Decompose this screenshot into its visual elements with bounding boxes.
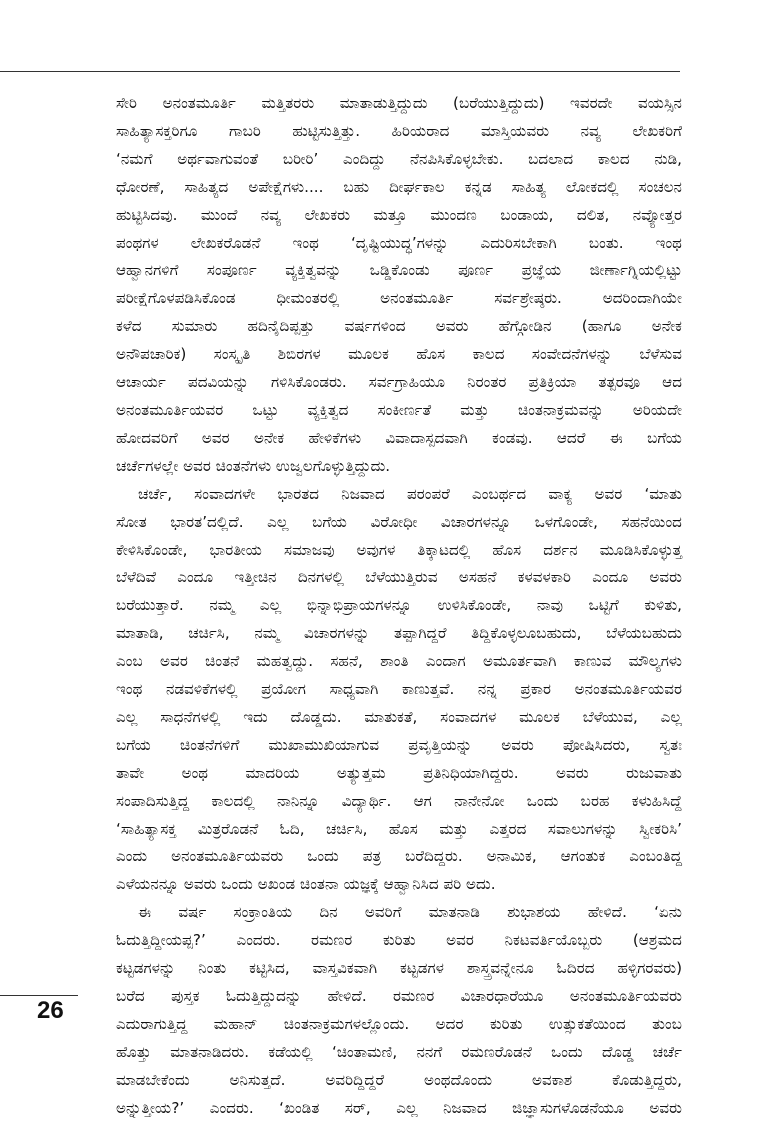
text-line: ತಾವೇ ಅಂಥ ಮಾದರಿಯ ಅತ್ಯುತ್ತಮ ಪ್ರತಿನಿಧಿಯಾಗಿದ್ದರು. ಅವರು ರುಜುವಾತು (116, 763, 682, 782)
text-line: ಬರೆಯುತ್ತಾರೆ. ನಮ್ಮ ಎಲ್ಲ ಭಿನ್ನಾಭಿಪ್ರಾಯಗಳನ್ನೂ ಉಳಿಸಿಕೊಂಡೇ, ನಾವು ಒಟ್ಟಿಗೆ ಕುಳಿತು, (116, 596, 682, 615)
text-line: ಚರ್ಚೆಗಳಲ್ಲೇ ಅವರ ಚಿಂತನೆಗಳು ಉಜ್ವಲಗೊಳ್ಳುತ್ತಿದ್ದುದು. (116, 456, 391, 475)
text-line: ಬಗೆಯ ಚಿಂತನೆಗಳಿಗೆ ಮುಖಾಮುಖಿಯಾಗುವ ಪ್ರವೃತ್ತಿಯನ್ನು ಅವರು ಪೋಷಿಸಿದರು, ಸ್ವತಃ (116, 735, 682, 754)
text-line: ಎಂದು ಅನಂತಮೂರ್ತಿಯವರು ಒಂದು ಪತ್ರ ಬರೆದಿದ್ದರು. ಅನಾಮಿಕ, ಆಗಂತುಕ ಎಂಬಂತಿದ್ದ (116, 847, 682, 866)
text-line: ಪರೀಕ್ಷೆಗೊಳಪಡಿಸಿಕೊಂಡ ಧೀಮಂತರಲ್ಲಿ ಅನಂತಮೂರ್ತಿ ಸರ್ವಶ್ರೇಷ್ಠರು. ಅದರಿಂದಾಗಿಯೇ (116, 289, 682, 308)
header-rule (0, 71, 680, 72)
text-line: ‘ನಮಗೆ ಅರ್ಥವಾಗುವಂತೆ ಬರೀರಿ’ ಎಂದಿದ್ದು ನೆನಪಿಸಿಕೊಳ್ಳಬೇಕು. ಬದಲಾದ ಕಾಲದ ನುಡಿ, (116, 149, 682, 168)
text-line: ಚರ್ಚೆ, ಸಂವಾದಗಳೇ ಭಾರತದ ನಿಜವಾದ ಪರಂಪರೆ ಎಂಬರ್ಥದ ವಾಕ್ಯ ಅವರ ‘ಮಾತು (138, 484, 682, 503)
text-line: ಎದುರಾಗುತ್ತಿದ್ದ ಮಹಾನ್ ಚಿಂತನಾಕ್ರಮಗಳಲ್ಲೊಂದು. ಅದರ ಕುರಿತು ಉತ್ಸುಕತೆಯಿಂದ ತುಂಬ (116, 1014, 682, 1033)
text-line: ಸಾಹಿತ್ಯಾಸಕ್ತರಿಗೂ ಗಾಬರಿ ಹುಟ್ಟಿಸುತ್ತಿತ್ತು. ಹಿರಿಯರಾದ ಮಾಸ್ತಿಯವರು ನವ್ಯ ಲೇಖಕರಿಗೆ (116, 121, 682, 140)
page-number: 26 (37, 997, 64, 1024)
text-line: ಧೋರಣೆ, ಸಾಹಿತ್ಯದ ಅಪೇಕ್ಷೆಗಳು.... ಬಹು ದೀರ್ಘಕಾಲ ಕನ್ನಡ ಸಾಹಿತ್ಯ ಲೋಕದಲ್ಲಿ ಸಂಚಲನ (116, 177, 682, 196)
text-line: ಎಂಬ ಅವರ ಚಿಂತನೆ ಮಹತ್ವದ್ದು. ಸಹನೆ, ಶಾಂತಿ ಎಂದಾಗ ಅಮೂರ್ತವಾಗಿ ಕಾಣುವ ಮೌಲ್ಯಗಳು (116, 652, 682, 671)
text-line: ಅನ್ನುತ್ತೀಯ?’ ಎಂದರು. ‘ಖಂಡಿತ ಸರ್, ಎಲ್ಲ ನಿಜವಾದ ಜಿಜ್ಞಾಸುಗಳೊಡನೆಯೂ ಅವರು (116, 1098, 682, 1117)
text-line: ಬರೆದ ಪುಸ್ತಕ ಓದುತ್ತಿದ್ದುದನ್ನು ಹೇಳಿದೆ. ರಮಣರ ವಿಚಾರಧಾರೆಯೂ ಅನಂತಮೂರ್ತಿಯವರು (116, 987, 682, 1005)
text-line: ಸೇರಿ ಅನಂತಮೂರ್ತಿ ಮತ್ತಿತರರು ಮಾತಾಡುತ್ತಿದ್ದುದು (ಬರೆಯುತ್ತಿದ್ದುದು) ಇವರದೇ ವಯಸ್ಸಿನ (116, 94, 682, 112)
text-line: ಆಹ್ವಾನಗಳಿಗೆ ಸಂಪೂರ್ಣ ವ್ಯಕ್ತಿತ್ವವನ್ನು ಒಡ್ಡಿಕೊಂಡು ಪೂರ್ಣ ಪ್ರಜ್ಞೆಯ ಜೀರ್ಣಾಗ್ನಿಯಲ್ಲಿಟ್ಟು (116, 261, 682, 280)
text-line: ಹೋದವರಿಗೆ ಅವರ ಅನೇಕ ಹೇಳಿಕೆಗಳು ವಿವಾದಾಸ್ಪದವಾಗಿ ಕಂಡವು. ಆದರೆ ಈ ಬಗೆಯ (116, 428, 682, 447)
text-line: ಹುಟ್ಟಿಸಿದವು. ಮುಂದೆ ನವ್ಯ ಲೇಖಕರು ಮತ್ತೂ ಮುಂದಣ ಬಂಡಾಯ, ದಲಿತ, ನವ್ಯೋತ್ತರ (116, 205, 682, 224)
text-line: ಕಳೆದ ಸುಮಾರು ಹದಿನೈದಿಪ್ಪತ್ತು ವರ್ಷಗಳಿಂದ ಅವರು ಹೆಗ್ಗೋಡಿನ (ಹಾಗೂ ಅನೇಕ (116, 317, 682, 336)
text-line: ಕೇಳಿಸಿಕೊಂಡೇ, ಭಾರತೀಯ ಸಮಾಜವು ಅವುಗಳ ತಿಕ್ಕಾಟದಲ್ಲಿ ಹೊಸ ದರ್ಶನ ಮೂಡಿಸಿಕೊಳ್ಳುತ್ತ (116, 540, 682, 559)
text-line: ಕಟ್ಟಡಗಳನ್ನು ನಿಂತು ಕಟ್ಟಿಸಿದ, ವಾಸ್ತವಿಕವಾಗಿ ಕಟ್ಟಡಗಳ ಶಾಸ್ತ್ರವನ್ನೇನೂ ಓದಿರದ ಹಳ್ಳಿಗರವರು) (116, 959, 682, 978)
text-line: ಇಂಥ ನಡವಳಿಕೆಗಳಲ್ಲಿ ಪ್ರಯೋಗ ಸಾಧ್ಯವಾಗಿ ಕಾಣುತ್ತವೆ. ನನ್ನ ಪ್ರಕಾರ ಅನಂತಮೂರ್ತಿಯವರ (116, 680, 682, 699)
text-line: ಸಂಪಾದಿಸುತ್ತಿದ್ದ ಕಾಲದಲ್ಲಿ ನಾನಿನ್ನೂ ವಿದ್ಯಾರ್ಥಿ. ಆಗ ನಾನೇನೋ ಒಂದು ಬರಹ ಕಳುಹಿಸಿದ್ದೆ (116, 791, 682, 810)
text-line: ಅನಂತಮೂರ್ತಿಯವರ ಒಟ್ಟು ವ್ಯಕ್ತಿತ್ವದ ಸಂಕೀರ್ಣತೆ ಮತ್ತು ಚಿಂತನಾಕ್ರಮವನ್ನು ಅರಿಯದೇ (116, 400, 682, 419)
text-line: ಅನೌಪಚಾರಿಕ) ಸಂಸ್ಕೃತಿ ಶಿಬಿರಗಳ ಮೂಲಕ ಹೊಸ ಕಾಲದ ಸಂವೇದನೆಗಳನ್ನು ಬೆಳೆಸುವ (116, 345, 682, 364)
text-line: ಬೆಳೆದಿವೆ ಎಂದೂ ಇತ್ತೀಚಿನ ದಿನಗಳಲ್ಲಿ ಬೆಳೆಯುತ್ತಿರುವ ಅಸಹನೆ ಕಳವಳಕಾರಿ ಎಂದೂ ಅವರು (116, 568, 682, 587)
text-line: ಪಂಥಗಳ ಲೇಖಕರೊಡನೆ ಇಂಥ ‘ದೃಷ್ಟಿಯುದ್ಧ’ಗಳನ್ನು ಎದುರಿಸಬೇಕಾಗಿ ಬಂತು. ಇಂಥ (116, 233, 682, 252)
text-line: ಹೊತ್ತು ಮಾತನಾಡಿದರು. ಕಡೆಯಲ್ಲಿ ‘ಚಿಂತಾಮಣಿ, ನನಗೆ ರಮಣರೊಡನೆ ಒಂದು ದೊಡ್ಡ ಚರ್ಚೆ (116, 1042, 682, 1061)
page-body (116, 90, 682, 1123)
text-line: ಮಾತಾಡಿ, ಚರ್ಚಿಸಿ, ನಮ್ಮ ವಿಚಾರಗಳನ್ನು ತಪ್ಪಾಗಿದ್ದರೆ ತಿದ್ದಿಕೊಳ್ಳಲೂಬಹುದು, ಬೆಳೆಯಬಹುದು (116, 624, 682, 643)
text-line: ‘ಸಾಹಿತ್ಯಾಸಕ್ತ ಮಿತ್ರರೊಡನೆ ಓದಿ, ಚರ್ಚಿಸಿ, ಹೊಸ ಮತ್ತು ಎತ್ತರದ ಸವಾಲುಗಳನ್ನು ಸ್ವೀಕರಿಸಿ’ (116, 819, 682, 838)
text-line: ಈ ವರ್ಷ ಸಂಕ್ರಾಂತಿಯ ದಿನ ಅವರಿಗೆ ಮಾತನಾಡಿ ಶುಭಾಶಯ ಹೇಳಿದೆ. ‘ಏನು (138, 903, 682, 922)
text-line: ಓದುತ್ತಿದ್ದೀಯಪ್ಪ?’ ಎಂದರು. ರಮಣರ ಕುರಿತು ಅವರ ನಿಕಟವರ್ತಿಯೊಬ್ಬರು (ಆಶ್ರಮದ (116, 931, 682, 950)
text-line: ಆಚಾರ್ಯ ಪದವಿಯನ್ನು ಗಳಿಸಿಕೊಂಡರು. ಸರ್ವಗ್ರಾಹಿಯೂ ನಿರಂತರ ಪ್ರತಿಕ್ರಿಯಾ ತತ್ಪರವೂ ಆದ (116, 373, 682, 392)
text-line: ಎಳೆಯನನ್ನೂ ಅವರು ಒಂದು ಅಖಂಡ ಚಿಂತನಾ ಯಜ್ಞಕ್ಕೆ ಆಹ್ವಾನಿಸಿದ ಪರಿ ಅದು. (116, 875, 496, 894)
text-line: ಸೋತ ಭಾರತ’ದಲ್ಲಿದೆ. ಎಲ್ಲ ಬಗೆಯ ವಿರೋಧೀ ವಿಚಾರಗಳನ್ನೂ ಒಳಗೊಂಡೇ, ಸಹನೆಯಿಂದ (116, 512, 682, 531)
text-line: ಎಲ್ಲ ಸಾಧನೆಗಳಲ್ಲಿ ಇದು ದೊಡ್ಡದು. ಮಾತುಕತೆ, ಸಂವಾದಗಳ ಮೂಲಕ ಬೆಳೆಯುವ, ಎಲ್ಲ (116, 707, 682, 726)
footer-rule (0, 995, 78, 996)
text-line: ಮಾಡಬೇಕೆಂದು ಅನಿಸುತ್ತದೆ. ಅವರಿದ್ದಿದ್ದರೆ ಅಂಥದೊಂದು ಅವಕಾಶ ಕೊಡುತ್ತಿದ್ದರು, (116, 1070, 682, 1089)
